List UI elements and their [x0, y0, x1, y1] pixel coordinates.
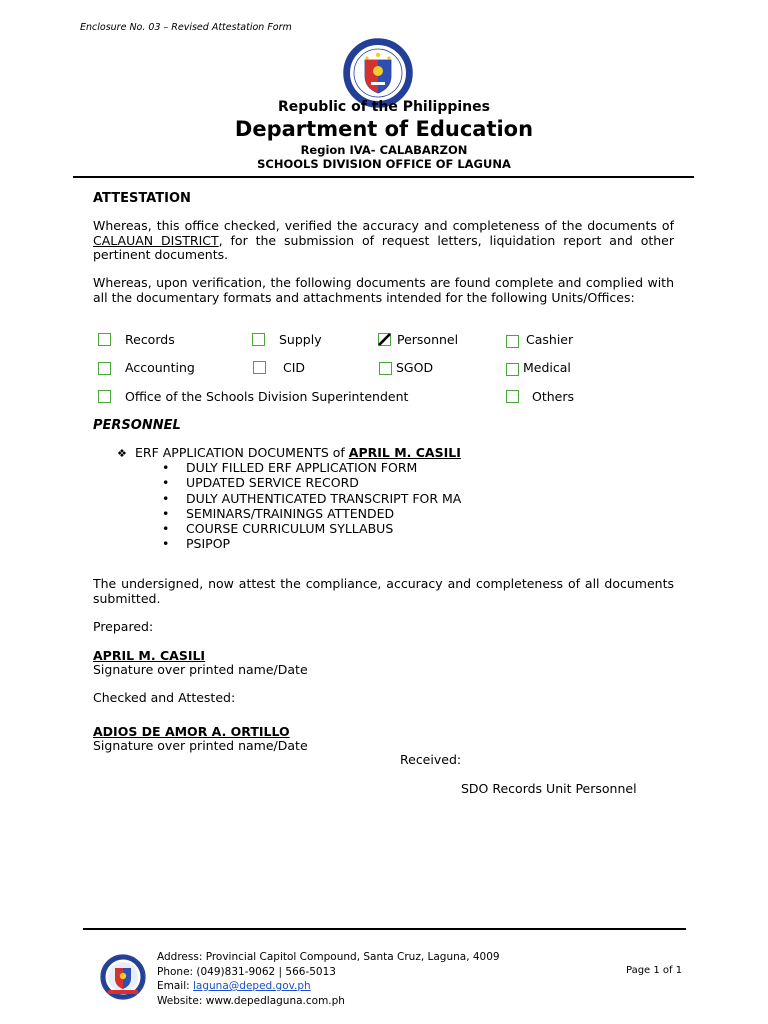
enclosure-label: Enclosure No. 03 – Revised Attestation Form [80, 22, 292, 33]
checkbox-others[interactable] [506, 390, 519, 403]
footer-website: Website: www.depedlaguna.com.ph [157, 994, 345, 1007]
list-item: • UPDATED SERVICE RECORD [162, 475, 461, 490]
district-name: CALAUAN DISTRICT [93, 232, 219, 248]
division-title: SCHOOLS DIVISION OFFICE OF LAGUNA [257, 157, 511, 171]
prepared-name: APRIL M. CASILI [93, 648, 206, 663]
checkbox-accounting[interactable] [98, 362, 111, 375]
footer-contact [157, 950, 500, 1008]
applicant-name: APRIL M. CASILI [348, 445, 461, 460]
received-caption: SDO Records Unit Personnel [461, 781, 637, 796]
office-label: Cashier [526, 332, 574, 347]
list-item: • PSIPOP [162, 536, 461, 551]
received-label: Received: [400, 752, 462, 767]
office-label: Medical [523, 360, 571, 375]
office-label: Personnel [397, 332, 459, 347]
office-label: Supply [279, 332, 322, 347]
office-label: SGOD [396, 360, 434, 375]
office-label: Accounting [125, 360, 195, 375]
region-title: Region IVA- CALABARZON [300, 143, 468, 157]
checkbox-supply[interactable] [252, 333, 265, 346]
checkbox-personnel[interactable] [378, 333, 391, 346]
header-divider [73, 176, 694, 178]
personnel-heading: PERSONNEL [93, 418, 181, 433]
office-label: Records [125, 332, 175, 347]
attestation-paragraph-2: Whereas, upon verification, the following documents are found complete and complied with all the documentary formats and attachments intended for the following Units/Offices: [93, 275, 674, 305]
document-list [162, 460, 461, 552]
office-label: Others [532, 389, 575, 404]
diamond-bullet-icon: ❖ [117, 447, 127, 460]
checkbox-sds-office[interactable] [98, 390, 111, 403]
footer-address: Address: Provincial Capitol Compound, Santa Cruz, Laguna, 4009 [157, 951, 500, 963]
list-item: • SEMINARS/TRAININGS ATTENDED [162, 506, 461, 521]
check-mark-icon [378, 333, 391, 346]
email-link[interactable]: laguna@deped.gov.ph [193, 980, 311, 992]
checked-label: Checked and Attested: [93, 690, 236, 705]
attestation-paragraph-1: Whereas, this office checked, verified the accuracy and completeness of the documents of CALAUAN DISTRICT, for the submission of request letters, liquidation report and other pertinent documents. [93, 218, 674, 262]
checkbox-records[interactable] [98, 333, 111, 346]
prepared-label: Prepared: [93, 619, 154, 634]
footer-divider [83, 928, 686, 930]
erf-line: ❖ ERF APPLICATION DOCUMENTS of APRIL M. CASILI [117, 445, 461, 460]
list-item: • COURSE CURRICULUM SYLLABUS [162, 521, 461, 536]
office-label: CID [283, 360, 306, 375]
footer-email-line: Email: laguna@deped.gov.ph [157, 980, 311, 992]
page-number: Page 1 of 1 [626, 965, 683, 976]
checked-caption: Signature over printed name/Date [93, 738, 308, 753]
checkbox-cid[interactable] [253, 361, 266, 374]
list-item: • DULY FILLED ERF APPLICATION FORM [162, 460, 461, 475]
office-label: Office of the Schools Division Superintendent [125, 389, 409, 404]
department-title: Department of Education [234, 117, 534, 141]
undersigned-paragraph: The undersigned, now attest the compliance, accuracy and completeness of all documents submitted. [93, 576, 674, 606]
checkbox-medical[interactable] [506, 363, 519, 376]
deped-seal-logo [343, 38, 413, 108]
footer-phone: Phone: (049)831-9062 | 566-5013 [157, 965, 336, 978]
prepared-caption: Signature over printed name/Date [93, 662, 308, 677]
division-seal-logo [100, 954, 146, 1000]
checkbox-cashier[interactable] [506, 335, 519, 348]
attestation-heading: ATTESTATION [93, 191, 191, 206]
republic-title: Republic of the Philippines [278, 99, 490, 115]
list-item: • DULY AUTHENTICATED TRANSCRIPT FOR MA [162, 491, 461, 506]
checked-name: ADIOS DE AMOR A. ORTILLO [93, 724, 290, 739]
checkbox-sgod[interactable] [379, 362, 392, 375]
